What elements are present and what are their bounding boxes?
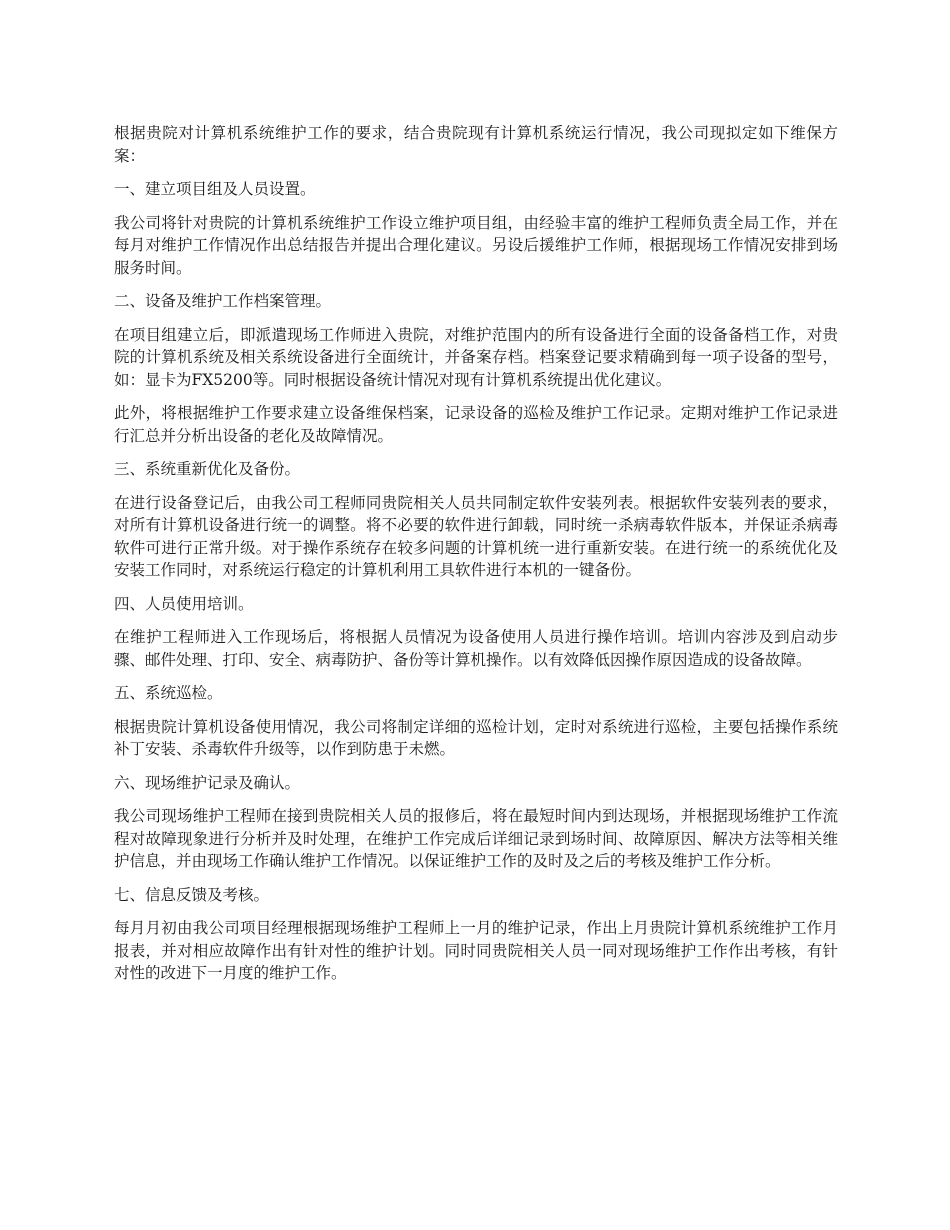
section-paragraph-1: 我公司将针对贵院的计算机系统维护工作设立维护项目组，由经验丰富的维护工程师负责全局工作，并在每月对维护工作情况作出总结报告并提出合理化建议。另设后援维护工作师，根据现场工作情况安排到场服务时间。 [114, 213, 838, 277]
section-paragraph-5: 根据贵院计算机设备使用情况，我公司将制定详细的巡检计划，定时对系统进行巡检，主要包括操作系统补丁安装、杀毒软件升级等，以作到防患于未燃。 [114, 717, 838, 758]
section-paragraph-7: 每月月初由我公司项目经理根据现场维护工程师上一月的维护记录，作出上月贵院计算机系统维护工作月报表，并对相应故障作出有针对性的维护计划。同时同贵院相关人员一同对现场维护工作作出考核，有针对性的改进下一月度的维护工作。 [114, 919, 838, 982]
section-heading-4: 四、人员使用培训。 [114, 594, 254, 613]
section-paragraph-3: 在进行设备登记后，由我公司工程师同贵院相关人员共同制定软件安装列表。根据软件安装列表的要求，对所有计算机设备进行统一的调整。将不必要的软件进行卸载，同时统一杀病毒软件版本，并保证杀病毒软件可进行正常升级。对于操作系统存在较多问题的计算机统一进行重新安装。在进行统一的系统优化及安装工作同时，对系统运行稳定的计算机利用工具软件进行本机的一键备份。 [114, 493, 838, 579]
intro-paragraph: 根据贵院对计算机系统维护工作的要求，结合贵院现有计算机系统运行情况，我公司现拟定如下维保方案： [114, 124, 838, 165]
section-heading-6: 六、现场维护记录及确认。 [114, 773, 301, 792]
section-paragraph-4: 在维护工程师进入工作现场后，将根据人员情况为设备使用人员进行操作培训。培训内容涉及到启动步骤、邮件处理、打印、安全、病毒防护、备份等计算机操作。以有效降低因操作原因造成的设备故障。 [114, 628, 838, 669]
section-heading-1: 一、建立项目组及人员设置。 [114, 180, 316, 198]
section-heading-3: 三、系统重新优化及备份。 [114, 460, 301, 478]
section-paragraph-6: 我公司现场维护工程师在接到贵院相关人员的报修后，将在最短时间内到达现场，并根据现场维护工作流程对故障现象进行分析并及时处理，在维护工作完成后详细记录到场时间、故障原因、解决方法等相关维护信息，并由现场工作确认维护工作情况。以保证维护工作的及时及之后的考核及维护工作分析。 [114, 807, 838, 870]
section-heading-2: 二、设备及维护工作档案管理。 [114, 292, 332, 310]
section-paragraph-2b: 此外，将根据维护工作要求建立设备维保档案，记录设备的巡检及维护工作记录。定期对维护工作记录进行汇总并分析出设备的老化及故障情况。 [114, 404, 838, 445]
section-paragraph-2a: 在项目组建立后，即派遣现场工作师进入贵院，对维护范围内的所有设备进行全面的设备备档工作，对贵院的计算机系统及相关系统设备进行全面统计，并备案存档。档案登记要求精确到每一项子设备的型号，如：显卡为FX5200等。同时根据设备统计情况对现有计算机系统提出优化建议。 [114, 325, 838, 389]
section-heading-7: 七、信息反馈及考核。 [114, 885, 270, 904]
section-heading-5: 五、系统巡检。 [114, 684, 223, 702]
document-body [114, 122, 838, 996]
